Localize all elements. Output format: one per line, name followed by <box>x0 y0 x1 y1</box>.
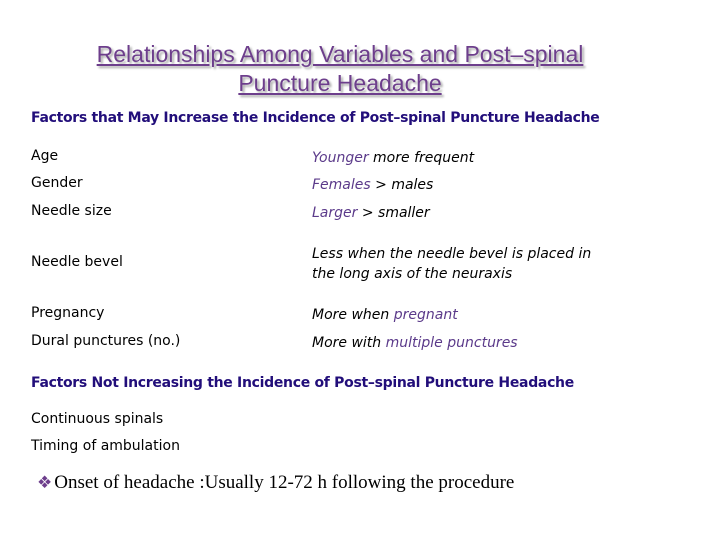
not-increase-section-heading: Factors Not Increasing the Incidence of Post–spinal Puncture Headache <box>31 375 574 391</box>
factor-label: Gender <box>31 175 83 191</box>
list-item: Continuous spinals <box>31 411 164 427</box>
factor-label: Age <box>31 148 59 164</box>
factor-label: Needle bevel <box>31 254 123 270</box>
diamond-bullet-icon: ❖ <box>37 473 53 492</box>
factor-value: More when pregnant <box>312 307 458 323</box>
factor-value: More with multiple punctures <box>312 335 518 351</box>
list-item: Timing of ambulation <box>31 438 180 454</box>
title-line-1: Relationships Among Variables and Post–spinal <box>96 41 584 67</box>
title-line-2: Puncture Headache <box>238 70 442 96</box>
onset-text: Onset of headache :Usually 12-72 h following the procedure <box>54 472 515 493</box>
factor-value: Females > males <box>312 177 434 193</box>
not-increase-list <box>31 411 180 465</box>
increase-section-heading: Factors that May Increase the Incidence of Post–spinal Puncture Headache <box>31 110 600 126</box>
factor-value: Larger > smaller <box>312 205 430 221</box>
slide-title <box>40 40 640 98</box>
onset-bullet-line <box>37 472 514 494</box>
factor-label: Dural punctures (no.) <box>31 333 181 349</box>
factor-value: Less when the needle bevel is placed in the long axis of the neuraxis <box>312 246 592 282</box>
factor-label: Needle size <box>31 203 112 219</box>
factor-label: Pregnancy <box>31 305 105 321</box>
factor-value: Younger more frequent <box>312 150 475 166</box>
